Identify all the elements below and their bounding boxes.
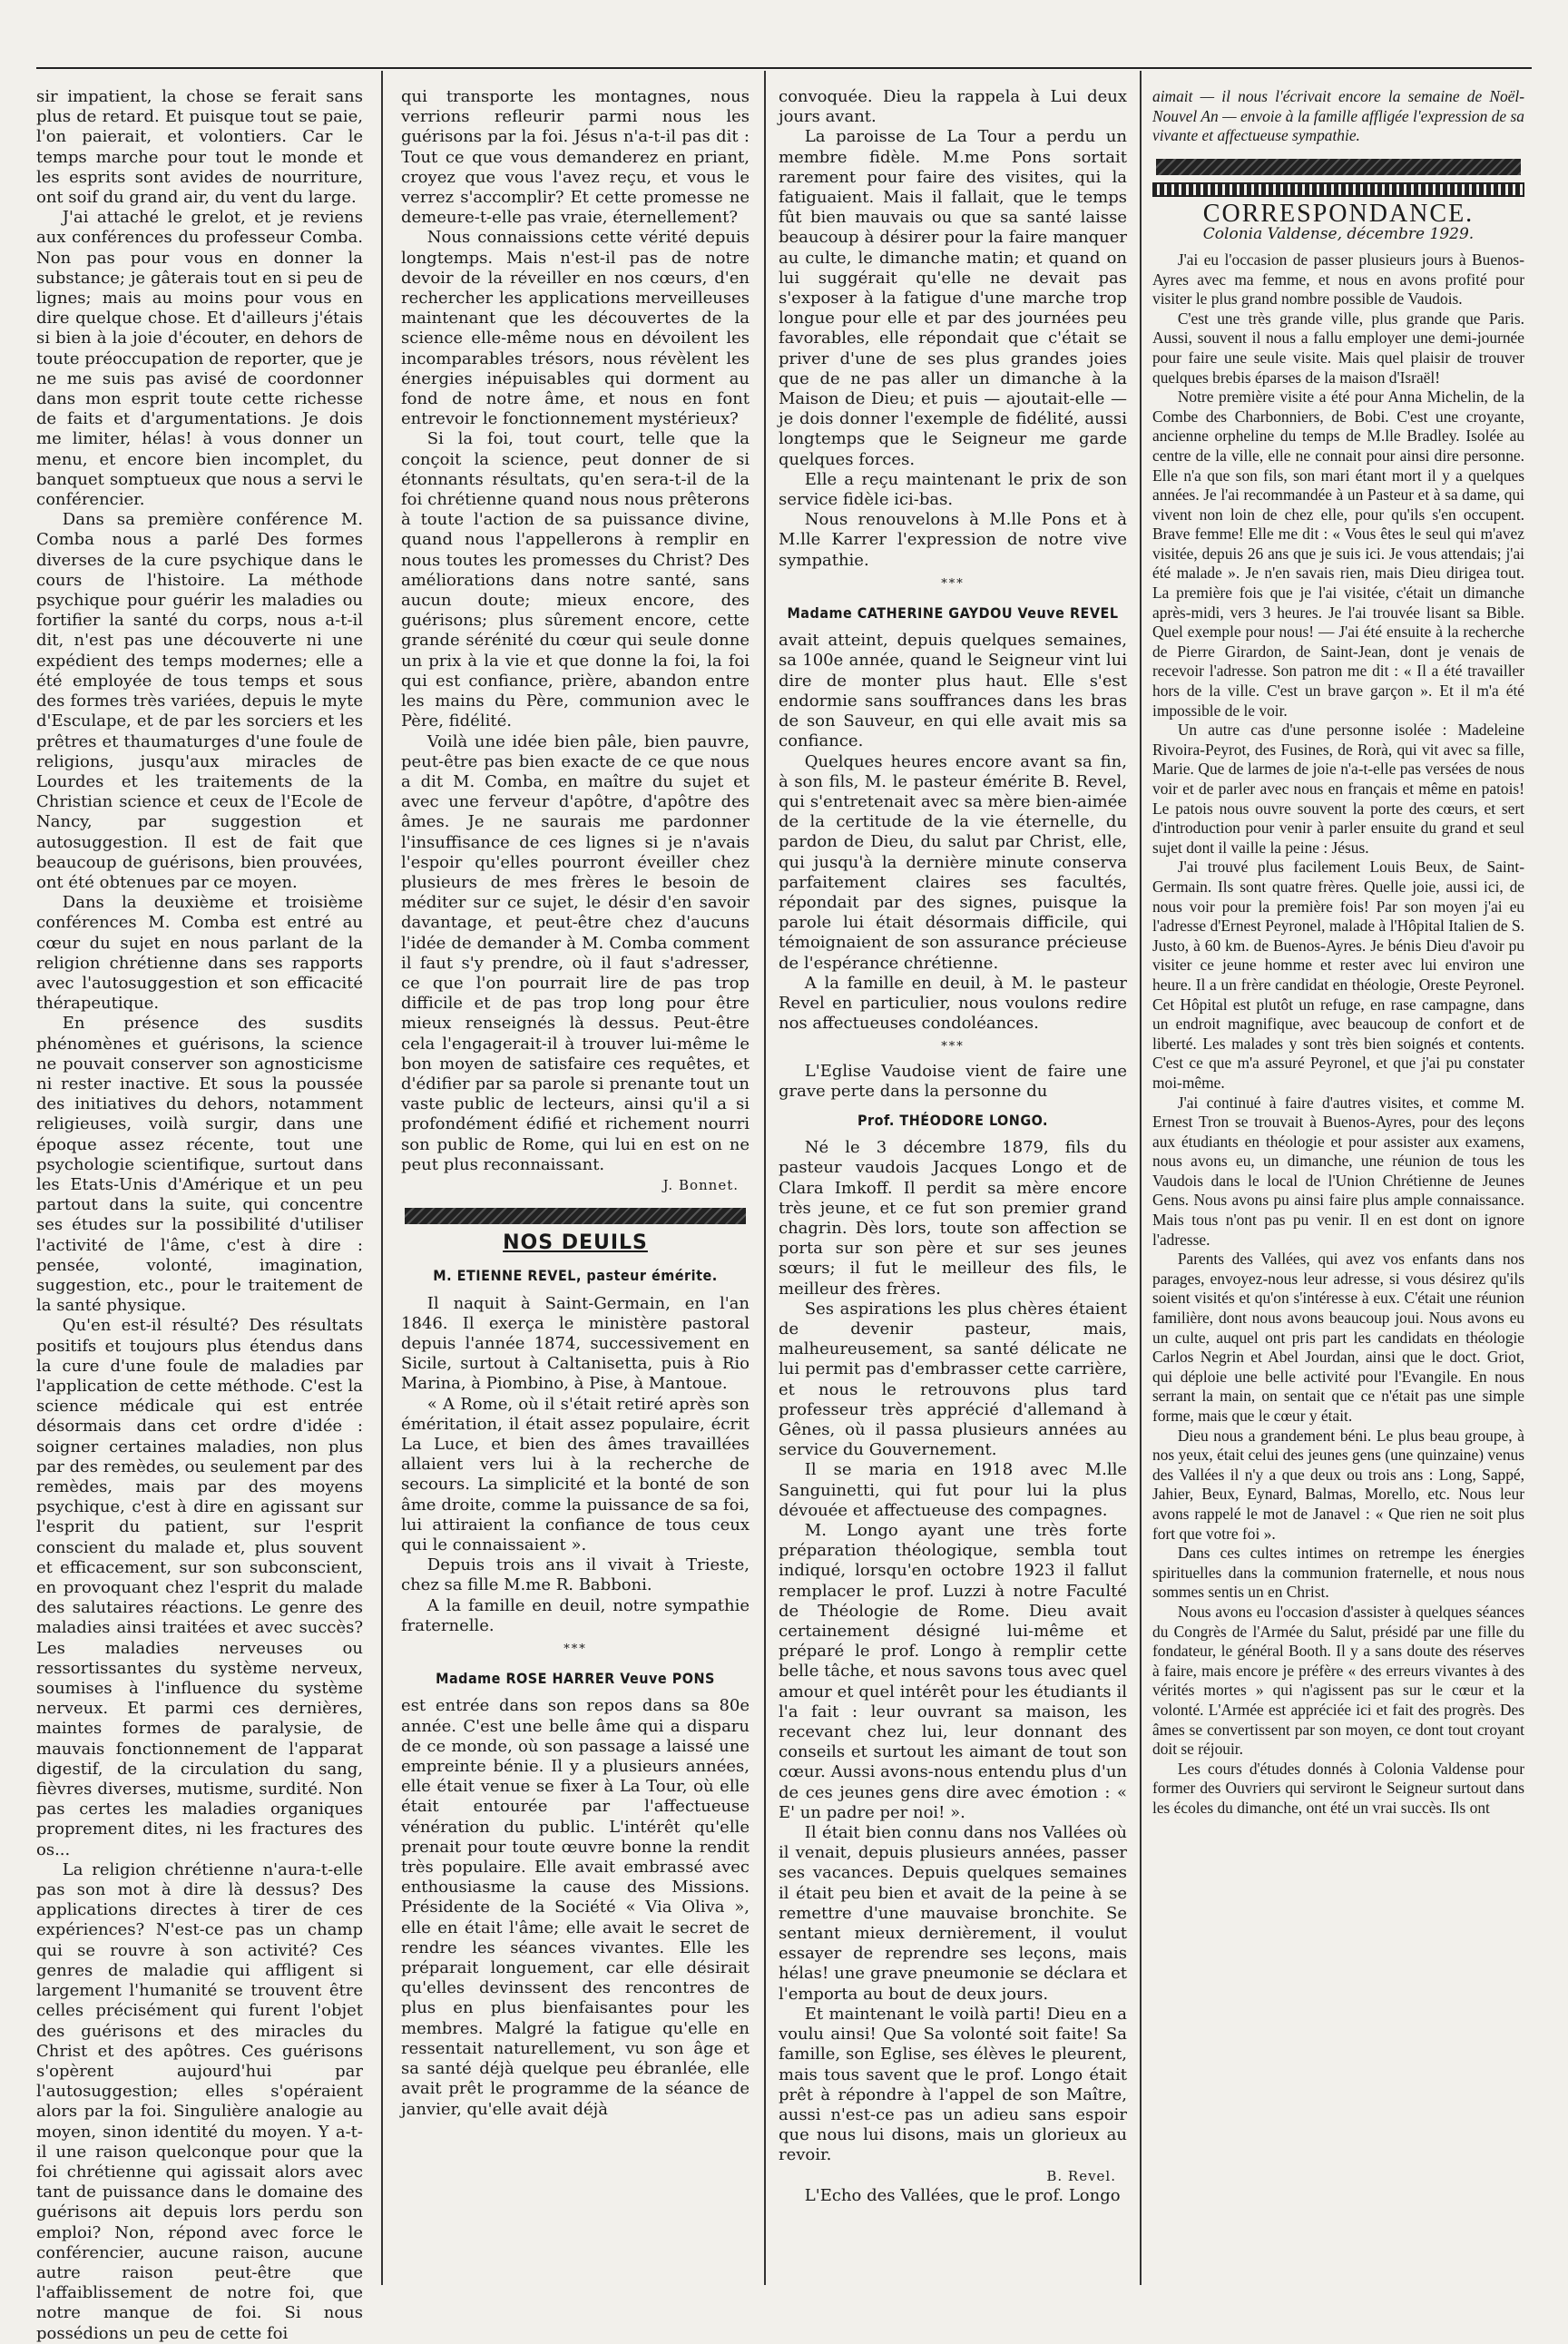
- dateline: Colonia Valdense, décembre 1929.: [1202, 225, 1475, 244]
- paragraph: Nous renouvelons à M.lle Pons et à M.lle Karrer l'expression de notre vive sympathie.: [779, 510, 1127, 570]
- paragraph: C'est une très grande ville, plus grande que Paris. Aussi, souvent il nous a fallu employer une demi-journée pour faire une seule visite. Mais quel plaisir de trouver quelques brebis éparses de la maison d'Israël!: [1152, 309, 1524, 387]
- separator-stars: ***: [564, 1643, 587, 1657]
- paragraph: Dans sa première conférence M. Comba nous a parlé Des formes diverses de la cure psychique dans le cours de l'histoire. La méthode psychique pour guérir les maladies ou fortifier la santé du corps, nous a-t-il dit, n'est pas une découverte ni une expédient des temps modernes; elle a été employée de tous temps et sous des formes très variées, depuis le myte d'Esculape, et de par les sorciers et les prêtres et thaumaturges d'une foule de religions, jusqu'aux miracles de Lourdes et les traitements de la Christian science et ceux de l'Ecole de Nancy, par suggestion et autosuggestion. Il est de fait que beaucoup de guérisons, bien prouvées, ont été obtenues par ce moyen.: [36, 510, 363, 892]
- paragraph: Dieu nous a grandement béni. Le plus beau groupe, à nos yeux, était celui des jeunes gens (une quinzaine) venus des Vallées il n'y a que deux ou trois ans : Long, Sappé, Jahier, Beux, Eynard, Balmas, Morello, etc. Nous leur avons rappelé le mot de Janavel : « Que rien ne soit plus fort que votre foi ».: [1152, 1426, 1524, 1543]
- paragraph: A la famille en deuil, à M. le pasteur Revel en particulier, nous voulons redire nos affectueuses condoléances.: [779, 973, 1127, 1034]
- deuils-header: [401, 1208, 750, 1253]
- paragraph: Dans la deuxième et troisième conférences M. Comba est entré au cœur du sujet en nous parlant de la religion chrétienne dans ses rapports avec l'autosuggestion et son efficacité thérapeutique.: [36, 893, 363, 1014]
- section-title: NOS DEUILS: [503, 1231, 648, 1255]
- obituary-title: Prof. THÉODORE LONGO.: [858, 1111, 1048, 1129]
- column-2: [401, 87, 750, 2283]
- paragraph: La paroisse de La Tour a perdu un membre fidèle. M.me Pons sortait rarement pour faire des visites, qui la fatiguaient. Mais il fallait, que le temps fût bien mauvais ou que sa santé laisse beaucoup à désirer pour la faire manquer au culte, le dimanche matin; et quand on lui suggérait qu'elle ne devait pas s'exposer à la fatigue d'une marche trop longue pour elle et par des journées peu favorables, elle répondait que c'était se priver d'une de ses plus grandes joies que de ne pas aller un dimanche à la Maison de Dieu; et puis — ajoutait-elle — je dois donner l'exemple de fidélité, aussi longtemps que le Seigneur me garde quelques forces.: [779, 127, 1127, 469]
- paragraph: Si la foi, tout court, telle que la conçoit la science, peut donner de si étonnants résultats, qu'en sera-t-il de la foi chrétienne quand nous nous prêterons à toute l'action de sa puissance divine, quand nous l'appellerons à remplir en nous toutes les promesses du Christ? Des améliorations dans notre santé, sans aucun doute; mieux encore, des guérisons; plus sûrement encore, cette grande sérénité du cœur qui seule donne un prix à la vie et que donne la foi, la foi qui est confiance, prière, abandon entre les mains du Père, communion avec le Père, fidélité.: [401, 429, 750, 731]
- paragraph: J'ai continué à faire d'autres visites, et comme M. Ernest Tron se trouvait à Buenos-Ayres, pour des leçons aux étudiants en théologie et pour assister aux examens, nous avons eu, un dimanche, une réunion de tous les Vaudois dans le local de l'Union Chrétienne de Jeunes Gens. Nous avons pu ainsi faire plus ample connaissance. Mais tous n'ont pas pu venir. Il en est dont on ignore l'adresse.: [1152, 1093, 1524, 1249]
- separator-stars: ***: [941, 1040, 965, 1054]
- paragraph: Depuis trois ans il vivait à Trieste, chez sa fille M.me R. Babboni.: [401, 1555, 750, 1595]
- paragraph: Quelques heures encore avant sa fin, à son fils, M. le pasteur émérite B. Revel, qui s'entretenait avec sa mère bien-aimée de la certitude de la vie éternelle, du pardon de Dieu, du salut par Christ, elle, qui jusqu'à la dernière minute conserva parfaitement claires ses facultés, répondait par des signes, puisque la parole lui était désormais difficile, qui témoignaient de son assurance précieuse de l'espérance chrétienne.: [779, 751, 1127, 973]
- paragraph: qui transporte les montagnes, nous verrions refleurir parmi nous les guérisons par la foi. Jésus n'a-t-il pas dit : Tout ce que vous demanderez en priant, croyez que vous l'avez reçu, et vous le verrez s'accomplir? Et cette promesse ne demeure-t-elle pas vraie, éternellement?: [401, 87, 750, 228]
- section-title: CORRESPONDANCE.: [1202, 199, 1475, 228]
- decorative-border: [1152, 182, 1524, 197]
- obituary-title: Madame CATHERINE GAYDOU Veuve REVEL: [787, 604, 1119, 623]
- decorative-bar: [1156, 159, 1521, 175]
- paragraph: Parents des Vallées, qui avez vos enfants dans nos parages, envoyez-nous leur adresse, si vous désirez qu'ils soient visités et qu'on s'intéresse à eux. C'était une réunion familière, dont nous avons beaucoup joui. Nous avons eu un culte, auquel ont pris part les candidats en théologie Carlos Negrin et Abel Jourdan, ainsi que le doct. Griot, qui déploie une belle activité pour l'Evangile. En nous serrant la main, on sentait que ce n'était pas une simple forme, mais que le cœur y était.: [1152, 1250, 1524, 1425]
- paragraph: Nous connaissions cette vérité depuis longtemps. Mais n'est-il pas de notre devoir de la réveiller en nos cœurs, d'en rechercher les applications merveilleuses maintenant que les découvertes de la science elle-même nous en dévoilent les incomparables trésors, nous révèlent les énergies inépuisables qui dorment au fond de notre âme, et nous en font entrevoir le fonctionnement mystérieux?: [401, 228, 750, 429]
- paragraph: Qu'en est-il résulté? Des résultats positifs et toujours plus étendus dans la cure d'une foule de maladies par l'application de cette méthode. C'est la science médicale qui est entrée désormais dans cet ordre d'idée : soigner certaines maladies, non plus par des remèdes, ou seulement par des remèdes, mais par des moyens psychique, c'est à dire en agissant sur l'esprit du patient, sur l'esprit conscient du malade et, plus souvent et efficacement, sur son subconscient, en provoquant chez l'esprit du malade des salutaires réactions. Le genre des maladies ainsi traitées et avec succès? Les maladies nerveuses ou ressortissantes du système nerveux, soumises à l'influence du système nerveux. Et parmi ces dernières, maintes formes de paralysie, de mauvais fonctionnement de l'apparat digestif, de la circulation du sang, fièvres diverses, mutisme, surdité. Non pas certes les maladies organiques proprement dites, ni les fractures des os...: [36, 1316, 363, 1859]
- paragraph: J'ai attaché le grelot, et je reviens aux conférences du professeur Comba. Non pas pour vous en donner la substance; je gâterais tout en si peu de lignes; mais au moins pour vous en dire quelque chose. Et d'ailleurs j'étais si bien à la joie d'écouter, en dehors de toute préoccupation de reporter, que je ne me suis pas avisé de coordonner dans mon esprit toute cette richesse de faits et d'argumentations. Je dois me limiter, hélas! à vous donner un menu, et encore bien incomplet, du banquet somptueux que nous a servi le conférencier.: [36, 208, 363, 510]
- paragraph: En présence des susdits phénomènes et guérisons, la science ne pouvait conserver son agnosticisme ni rester inactive. Et sous la poussée des initiatives du dehors, notamment religieuses, voilà surgir, dans une époque assez récente, tout une psychologie scientifique, surtout dans les Etats-Unis d'Amérique et un peu partout dans la suite, qui concentre ses études sur la possibilité d'utiliser l'activité de l'âme, c'est à dire : pensée, volonté, imagination, suggestion, etc., pour le traitement de la santé physique.: [36, 1014, 363, 1316]
- paragraph: J'ai trouvé plus facilement Louis Beux, de Saint-Germain. Ils sont quatre frères. Quelle joie, aussi ici, de nous voir pour la première fois! Par son moyen j'ai eu l'adresse d'Ernest Peyronel, malade à l'Hôpital Italien de S. Justo, à 60 km. de Buenos-Ayres. Je bénis Dieu d'avoir pu visiter ce jeune homme et rester avec lui environ une heure. Il a un frère candidat en théologie, Oreste Peyronel. Cet Hôpital est plutôt un refuge, en rase campagne, dans un endroit magnifique, avec beaucoup de confort et de liberté. Les malades y sont très bien soignés et contents. C'est ce que m'a assuré Peyronel, et que j'ai pu constater moi-même.: [1152, 858, 1524, 1092]
- obituary-title: Madame ROSE HARRER Veuve PONS: [436, 1670, 715, 1688]
- paragraph: Un autre cas d'une personne isolée : Madeleine Rivoira-Peyrot, des Fusines, de Rorà, qui vit avec sa fille, Marie. Que de larmes de joie n'a-t-elle pas versées de nous voir et de parler avec nous en français et même en patois! Le patois nous ouvre souvent la porte des cœurs, et sert d'introduction pour venir à parler ensuite du grand et seul sujet dont il vaille la peine : Jésus.: [1152, 721, 1524, 857]
- paragraph: Il naquit à Saint-Germain, en l'an 1846. Il exerça le ministère pastoral depuis l'année 1874, successivement en Sicile, surtout à Caltanisetta, puis à Rio Marina, à Piombino, à Pise, à Mantoue.: [401, 1293, 750, 1394]
- paragraph: A la famille en deuil, notre sympathie fraternelle.: [401, 1595, 750, 1635]
- column-rule: [764, 71, 766, 2285]
- paragraph: Il se maria en 1918 avec M.lle Sanguinetti, qui fut pour lui la plus dévouée et affectueuse des compagnes.: [779, 1460, 1127, 1520]
- paragraph: J'ai eu l'occasion de passer plusieurs jours à Buenos-Ayres avec ma femme, et nous en avons profité pour visiter le plus grand nombre possible de Vaudois.: [1152, 250, 1524, 309]
- paragraph: Voilà une idée bien pâle, bien pauvre, peut-être pas bien exacte de ce que nous a dit M. Comba, en maître du sujet et avec une ferveur d'apôtre, d'apôtre des âmes. Je ne saurais me pardonner l'insuffisance de ces lignes si je n'avais l'espoir qu'elles pourront éveiller chez plusieurs de mes frères le besoin de méditer sur ce sujet, le désir d'en savoir davantage, et peut-être chez d'aucuns l'idée de demander à M. Comba comment il faut s'y prendre, où il faut s'adresser, ce que l'on pourrait lire de pas trop difficile et de pas trop long pour être mieux renseignés là dessus. Peut-être cela l'engagerait-il à trouver lui-même le bon moyen de satisfaire ces requêtes, et d'édifier par sa parole si prenante tout un vaste public de lecteurs, ainsi qu'il a si profondément édifié et richement nourri son public de Rome, qui lui en est on ne peut plus reconnaissant.: [401, 731, 750, 1174]
- paragraph: Il était bien connu dans nos Vallées où il venait, depuis plusieurs années, passer ses vacances. Depuis quelques semaines il était peu bien et avait de la peine à se remettre d'une mauvaise bronchite. Se sentant mieux dernièrement, il voulut essayer de reprendre ses leçons, mais hélas! une grave pneumonie se déclara et l'emporta au bout de deux jours.: [779, 1823, 1127, 2004]
- paragraph: Elle a reçu maintenant le prix de son service fidèle ici-bas.: [779, 469, 1127, 510]
- paragraph: sir impatient, la chose se ferait sans plus de retard. Et puisque tout se paie, l'on paierait, et volontiers. Car le temps marche pour tout le monde et les esprits sont avides de nourriture, ont soif du grand air, du vent du large.: [36, 87, 363, 208]
- paragraph: « A Rome, où il s'était retiré après son éméritation, il était assez populaire, écrit La Luce, et bien des âmes travaillées allaient vers lui à la recherche de secours. La simplicité et la bonté de son âme droite, comme la puissance de sa foi, lui attiraient la confiance de tous ceux qui le connaissaient ».: [401, 1394, 750, 1555]
- paragraph: Né le 3 décembre 1879, fils du pasteur vaudois Jacques Longo et de Clara Imkoff. Il perdit sa mère encore très jeune, et ce fut son premier grand chagrin. Dès lors, toute son affection se porta sur son père et sur ses jeunes sœurs; il fut le meilleur des fils, le meilleur des frères.: [779, 1138, 1127, 1299]
- column-1: [36, 87, 363, 2343]
- paragraph: L'Echo des Vallées, que le prof. Longo: [804, 2185, 1121, 2205]
- paragraph: aimait — il nous l'écrivait encore la semaine de Noël-Nouvel An — envoie à la famille affligée l'expression de sa vivante et affectueuse sympathie.: [1152, 87, 1524, 145]
- decorative-bar: [405, 1208, 746, 1224]
- column-rule: [381, 71, 383, 2285]
- paragraph: avait atteint, depuis quelques semaines, sa 100e année, quand le Seigneur vint lui dire de monter plus haut. Elle s'est endormie sans souffrances dans les bras de son Sauveur, en qui elle avait mis sa confiance.: [779, 631, 1127, 751]
- paragraph: Et maintenant le voilà parti! Dieu en a voulu ainsi! Que Sa volonté soit faite! Sa famille, son Eglise, ses élèves le pleurent, mais tous savent que le prof. Longo était prêt à répondre à l'appel de son Maître, aussi n'est-ce pas un adieu sans espoir que nous lui disons, mais un glorieux au revoir.: [779, 2004, 1127, 2165]
- column-4: [1152, 87, 1524, 2283]
- top-rule: [36, 67, 1532, 69]
- paragraph: Nous avons eu l'occasion d'assister à quelques séances du Congrès de l'Armée du Salut, présidé par une fille du fondateur, le général Booth. Il y a sans doute des réserves à faire, mais encore je préfère « des erreurs vivantes à des vérités mortes » qui n'agissent pas sur le cœur et la volonté. L'Armée est appréciée ici et fait des progrès. Des âmes se convertissent par son moyen, ce dont tout croyant doit se réjouir.: [1152, 1602, 1524, 1759]
- paragraph: L'Eglise Vaudoise vient de faire une grave perte dans la personne du: [779, 1061, 1127, 1101]
- paragraph: est entrée dans son repos dans sa 80e année. C'est une belle âme qui a disparu de ce monde, où son passage a laissé une empreinte bénie. Il y a plusieurs années, elle était venue se fixer à La Tour, où elle était entourée par l'affectueuse vénération du public. L'intérêt qu'elle prenait pour toute œuvre bonne la rendit très populaire. Elle avait embrassé avec enthousiasme la cause des Missions. Présidente de la Société « Via Oliva », elle en était l'âme; elle avait le secret de rendre les séances vivantes. Elle les préparait longuement, car elle désirait qu'elles devinssent des rencontres de plus en plus bienfaisantes pour les membres. Malgré la fatigue qu'elle en ressentait naturellement, vu son âge et sa santé déjà quelque peu ébranlée, elle avait prêt le programme de la séance de janvier, qu'elle avait déjà: [401, 1696, 750, 2119]
- signature: B. Revel.: [1046, 2167, 1116, 2184]
- paragraph: Dans ces cultes intimes on retrempe les énergies spirituelles dans la communion fraternelle, et nous nous sommes sentis un en Christ.: [1152, 1544, 1524, 1602]
- paragraph: Les cours d'études donnés à Colonia Valdense pour former des Ouvriers qui serviront le Seigneur surtout dans les écoles du dimanche, ont été un vrai succès. Ils ont: [1152, 1759, 1524, 1817]
- signature: J. Bonnet.: [662, 1176, 739, 1193]
- column-3: [779, 87, 1127, 2283]
- paragraph: La religion chrétienne n'aura-t-elle pas son mot à dire là dessus? Des applications directes à tirer de ces expériences? N'est-ce pas un champ qui se rouvre à son activité? Ces genres de maladie qui affligent si largement l'humanité se trouvent être celles précisément qui furent l'objet des guérisons et des miracles du Christ et des apôtres. Ces guérisons s'opèrent aujourd'hui par l'autosuggestion; elles s'opéraient alors par la foi. Singulière analogie au moyen, sinon identité du moyen. Y a-t-il une raison quelconque pour que la foi chrétienne qui agissait alors avec tant de puissance dans le domaine des guérisons ait depuis lors perdu son emploi? Non, répond avec force le conférencier, aucune raison, aucune autre raison peut-être que l'affaiblissement de notre foi, que notre manque de foi. Si nous possédions un peu de cette foi: [36, 1859, 363, 2343]
- obituary-title: M. ETIENNE REVEL, pasteur émérite.: [433, 1267, 718, 1285]
- paragraph: Ses aspirations les plus chères étaient de devenir pasteur, mais, malheureusement, sa santé délicate ne lui permit pas d'embrasser cette carrière, et nous le retrouvons plus tard professeur très apprécié d'allemand à Gênes, où il passa plusieurs années au service du Gouvernement.: [779, 1299, 1127, 1460]
- paragraph: convoquée. Dieu la rappela à Lui deux jours avant.: [779, 87, 1127, 127]
- paragraph: M. Longo ayant une très forte préparation théologique, sembla tout indiqué, lorsqu'en octobre 1923 il fallut remplacer le prof. Luzzi à notre Faculté de Théologie de Rome. Dieu avait certainement désigné lui-même et préparé le prof. Longo à remplir cette belle tâche, et nous savons tous avec quel amour et quel intérêt pour les étudiants il l'a fait : leur ouvrant sa maison, les recevant chez lui, leur donnant des conseils et surtout les aimant de tout son cœur. Aussi avons-nous entendu plus d'un de ces jeunes gens dire avec émotion : « E' un padre per noi! ».: [779, 1521, 1127, 1822]
- column-rule: [1140, 71, 1142, 2285]
- separator-stars: ***: [941, 576, 965, 591]
- paragraph: Notre première visite a été pour Anna Michelin, de la Combe des Charbonniers, de Bobi. C'est une croyante, ancienne orpheline du temps de M.lle Bradley. Isolée au centre de la ville, elle ne connait pour ainsi dire personne. Elle n'a que son fils, son mari étant mort il y a quelques années. Je l'ai recommandée à un Pasteur et à sa dame, qui vivent non loin de chez elle, pour qu'ils s'en occupent. Brave femme! Elle me dit : « Vous êtes le seul qui m'avez visitée, depuis 26 ans que je suis ici. Je vous attendais; j'ai été malade ». Je n'en savais rien, mais Dieu dirigea tout. La première fois que je l'ai visitée, c'était un dimanche après-midi, vers 3 heures. Je l'ai trouvée lisant sa Bible. Quel exemple pour nous! — J'ai été ensuite à la recherche de Pierre Girardon, de Saint-Jean, dont je venais de recevoir l'adresse. Son patron me dit : « Il a été travailler hors de la ville. C'est un brave garçon ». Et il m'a été impossible de le voir.: [1152, 387, 1524, 720]
